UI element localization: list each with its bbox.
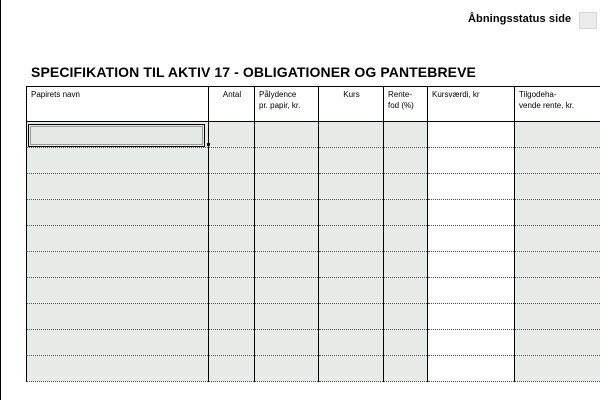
- price-cell[interactable]: [319, 252, 384, 278]
- price-cell[interactable]: [319, 148, 384, 174]
- form-title: SPECIFIKATION TIL AKTIV 17 - OBLIGATIONER OG PANTEBREVE: [31, 64, 476, 80]
- market-value-cell: [428, 356, 515, 382]
- interest-rate-cell[interactable]: [384, 304, 428, 330]
- quantity-cell[interactable]: [209, 330, 255, 356]
- quantity-cell[interactable]: [209, 122, 255, 148]
- market-value-cell: [428, 252, 515, 278]
- page-left-border: [0, 0, 1, 400]
- quantity-cell[interactable]: [209, 252, 255, 278]
- market-value-cell: [428, 330, 515, 356]
- accrued-interest-cell[interactable]: [515, 226, 600, 252]
- price-cell[interactable]: [319, 330, 384, 356]
- interest-rate-cell[interactable]: [384, 148, 428, 174]
- specification-table: [26, 86, 600, 382]
- resize-handle[interactable]: [207, 143, 210, 146]
- accrued-interest-cell[interactable]: [515, 148, 600, 174]
- table-row: [27, 226, 600, 252]
- accrued-interest-cell[interactable]: [515, 356, 600, 382]
- price-cell[interactable]: [319, 174, 384, 200]
- opening-status-page-field[interactable]: [579, 12, 597, 29]
- price-cell[interactable]: [319, 200, 384, 226]
- quantity-cell[interactable]: [209, 226, 255, 252]
- table-row: [27, 278, 600, 304]
- market-value-cell: [428, 148, 515, 174]
- face-value-cell[interactable]: [255, 278, 319, 304]
- market-value-cell: [428, 304, 515, 330]
- table-header-row: [27, 87, 600, 122]
- paper-name-cell[interactable]: [27, 304, 209, 330]
- paper-name-input[interactable]: [28, 124, 205, 147]
- column-header-price: Kurs: [319, 87, 384, 122]
- paper-name-cell[interactable]: [27, 252, 209, 278]
- quantity-cell[interactable]: [209, 304, 255, 330]
- accrued-interest-cell[interactable]: [515, 200, 600, 226]
- paper-name-cell[interactable]: [27, 330, 209, 356]
- face-value-cell[interactable]: [255, 330, 319, 356]
- paper-name-cell[interactable]: [27, 226, 209, 252]
- table-row: [27, 356, 600, 382]
- accrued-interest-cell[interactable]: [515, 278, 600, 304]
- table-row: [27, 122, 600, 148]
- accrued-interest-cell[interactable]: [515, 330, 600, 356]
- column-header-paper-name: Papirets navn: [27, 87, 209, 122]
- quantity-cell[interactable]: [209, 356, 255, 382]
- market-value-cell: [428, 278, 515, 304]
- accrued-interest-cell[interactable]: [515, 304, 600, 330]
- column-header-face-value: Pålydence pr. papir, kr.: [255, 87, 319, 122]
- interest-rate-cell[interactable]: [384, 226, 428, 252]
- price-cell[interactable]: [319, 304, 384, 330]
- price-cell[interactable]: [319, 356, 384, 382]
- market-value-cell: [428, 122, 515, 148]
- face-value-cell[interactable]: [255, 252, 319, 278]
- face-value-cell[interactable]: [255, 226, 319, 252]
- accrued-interest-cell[interactable]: [515, 122, 600, 148]
- paper-name-cell[interactable]: [27, 200, 209, 226]
- quantity-cell[interactable]: [209, 148, 255, 174]
- interest-rate-cell[interactable]: [384, 174, 428, 200]
- price-cell[interactable]: [319, 278, 384, 304]
- quantity-cell[interactable]: [209, 200, 255, 226]
- paper-name-cell[interactable]: [27, 278, 209, 304]
- face-value-cell[interactable]: [255, 174, 319, 200]
- interest-rate-cell[interactable]: [384, 356, 428, 382]
- quantity-cell[interactable]: [209, 174, 255, 200]
- opening-status-label: Åbningsstatus side: [468, 13, 572, 25]
- interest-rate-cell[interactable]: [384, 200, 428, 226]
- price-cell[interactable]: [319, 122, 384, 148]
- face-value-cell[interactable]: [255, 356, 319, 382]
- accrued-interest-cell[interactable]: [515, 252, 600, 278]
- interest-rate-cell[interactable]: [384, 278, 428, 304]
- interest-rate-cell[interactable]: [384, 122, 428, 148]
- face-value-cell[interactable]: [255, 122, 319, 148]
- market-value-cell: [428, 200, 515, 226]
- table-row: [27, 304, 600, 330]
- market-value-cell: [428, 174, 515, 200]
- paper-name-cell[interactable]: [27, 148, 209, 174]
- face-value-cell[interactable]: [255, 200, 319, 226]
- market-value-cell: [428, 226, 515, 252]
- table-row: [27, 200, 600, 226]
- column-header-accrued-interest: Tilgodeha- vende rente, kr.: [515, 87, 600, 122]
- price-cell[interactable]: [319, 226, 384, 252]
- column-header-quantity: Antal: [209, 87, 255, 122]
- paper-name-cell[interactable]: [27, 174, 209, 200]
- paper-name-cell[interactable]: [27, 122, 209, 148]
- table-row: [27, 174, 600, 200]
- face-value-cell[interactable]: [255, 304, 319, 330]
- table-row: [27, 148, 600, 174]
- table-row: [27, 330, 600, 356]
- interest-rate-cell[interactable]: [384, 252, 428, 278]
- quantity-cell[interactable]: [209, 278, 255, 304]
- paper-name-cell[interactable]: [27, 356, 209, 382]
- column-header-market-value: Kursværdi, kr: [428, 87, 515, 122]
- column-header-interest-rate: Rente- fod (%): [384, 87, 428, 122]
- accrued-interest-cell[interactable]: [515, 174, 600, 200]
- table-row: [27, 252, 600, 278]
- interest-rate-cell[interactable]: [384, 330, 428, 356]
- face-value-cell[interactable]: [255, 148, 319, 174]
